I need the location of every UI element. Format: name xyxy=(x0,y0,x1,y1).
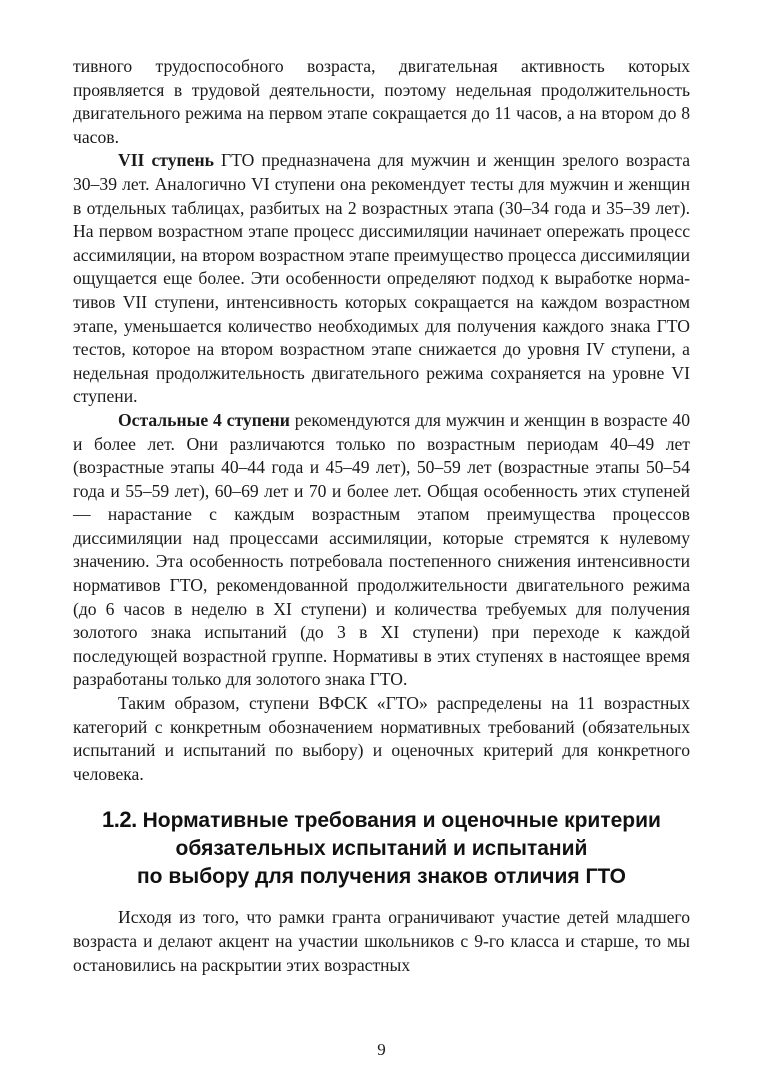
paragraph-stage-vii xyxy=(73,149,690,409)
paragraph-text: рекомендуются для мужчин и женщин в возрасте 40 и более лет. Они различаются только по возрастным периодам 40–49 лет (возрастные этапы 40–44 года и 45–49 лет), 50–59 лет (возрастные этапы 50–54 года и 55–59 лет), 60–69 лет и 70 и более лет. Общая особенность этих ступеней — нарастание с каждым возрастным этапом преимущества процессов диссимиляции над процессами ассимиляции, которые стремятся к нулевому значению. Эта особенность потребовала постепенного снижения интенсивности нормативов ГТО, рекомендованной продолжительности двигательного режима (до 6 часов в неделю в XI ступени) и количества требуемых для получения золотого знака испытаний (до 3 в XI ступени) при переходе к каждой последующей возрастной группе. Нормативы в этих ступенях в настоящее время разработаны только для золотого знака ГТО. xyxy=(73,409,690,690)
paragraph-continuation: тивного трудоспособного возраста, двигательная активность которых проявляется в трудовой деятельности, поэтому недельная продолжительность двигательного режима на первом этапе сокращается до 11 часов, а на втором до 8 часов. xyxy=(73,56,690,147)
paragraph-lead-bold: VII ступень xyxy=(118,150,214,171)
section-title-part-2: обязательных испытаний и испытаний xyxy=(175,837,588,861)
paragraph-grant-scope: Исходя из того, что рамки гранта ограничивают участие детей младшего возраста и делают акцент на участии школьников с 9-го класса и старше, то мы остановились на раскрытии этих возрастных xyxy=(73,907,690,975)
paragraph-text: ГТО предназначена для мужчин и женщин зрелого возраста 30–39 лет. Аналогично VI ступени она рекомендует тесты для мужчин и женщин в отдельных таблицах, разбитых на 2 возрастных этапа (30–34 года и 35–39 лет). На первом возрастном этапе процесс диссимиляции начинает опережать процесс ассимиляции, на втором возрастном этапе преимущество процесса диссимиляции ощущается еще более. Эти особенности определяют подход к выработке нормативов VII ступени, интенсивность которых сокращается на каждом возрастном этапе, уменьшается количество необходимых для получения каждого знака ГТО тестов, которое на втором возрастном этапе снижается до уровня IV ступени, а недельная продолжительность двигательного режима сохраняется на уровне VI ступени. xyxy=(73,150,691,407)
paragraph-lead-bold: Остальные 4 ступени xyxy=(118,409,290,430)
section-heading-line-1 xyxy=(73,806,690,835)
section-number: 1.2. xyxy=(102,807,137,833)
paragraph-summary: Таким образом, ступени ВФСК «ГТО» распределены на 11 возрастных категорий с конкретным обозначением нормативных требований (обязательных испытаний и испытаний по выбору) и оценочных критерий для конкретного человека. xyxy=(73,693,690,784)
section-title-part-1: Нормативные требования и оценочные критерии xyxy=(142,809,661,833)
page-number: 9 xyxy=(377,1040,386,1059)
paragraph-remaining-stages xyxy=(73,409,690,692)
page-body xyxy=(73,55,690,977)
section-heading xyxy=(73,806,690,891)
section-title-part-3: по выбору для получения знаков отличия ГТО xyxy=(137,865,626,889)
